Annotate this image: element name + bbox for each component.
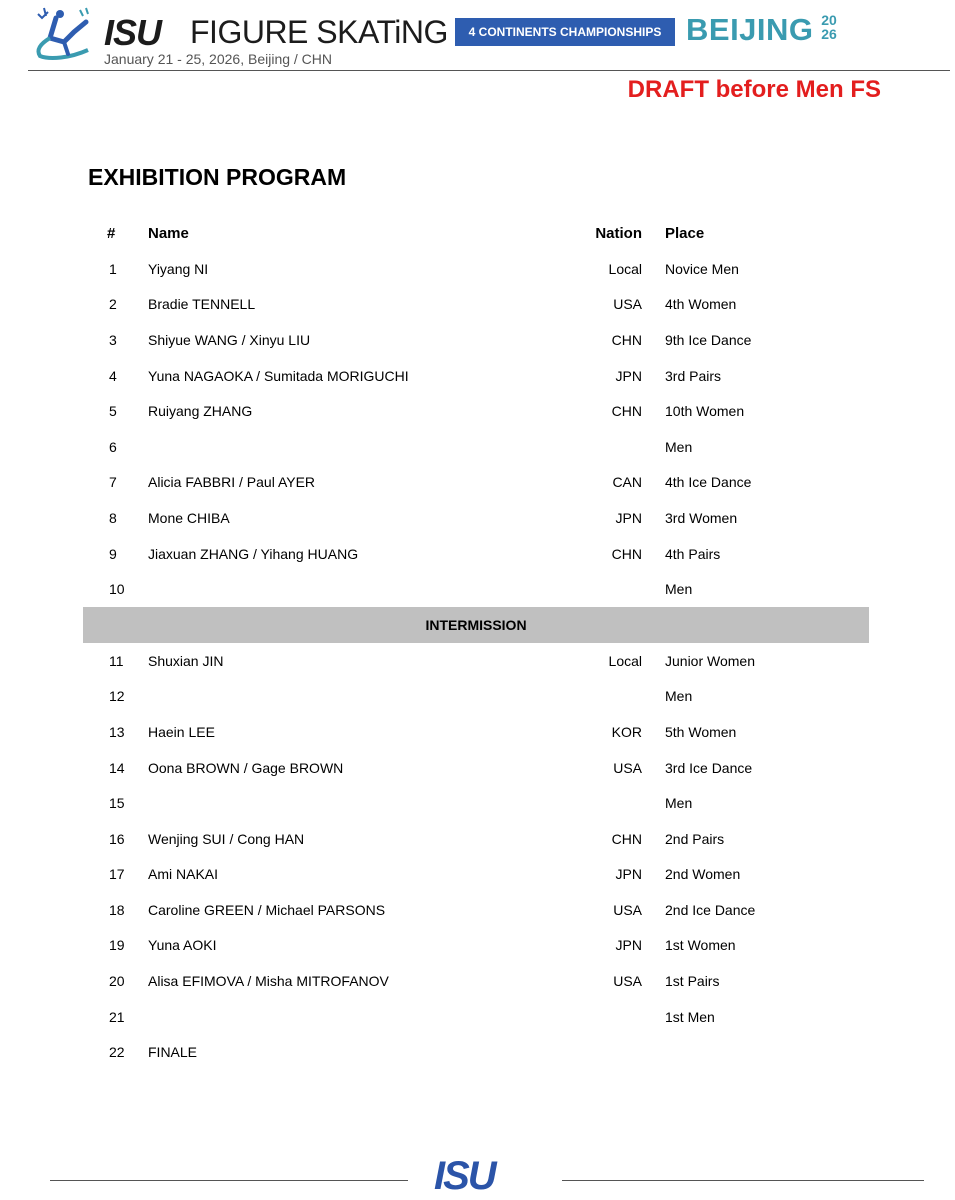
row-number: 4 (109, 367, 117, 384)
page-title: EXHIBITION PROGRAM (88, 164, 347, 190)
row-number: 9 (109, 545, 117, 562)
draft-note: DRAFT before Men FS (627, 76, 881, 103)
row-number: 19 (109, 937, 125, 954)
row-nation (558, 571, 642, 607)
row-number: 11 (109, 652, 124, 669)
table-row (83, 251, 869, 287)
row-nation: CHN (611, 545, 642, 562)
program-table (83, 215, 869, 1070)
row-place: Men (665, 688, 693, 705)
column-header-nation: Nation (595, 224, 642, 242)
row-place: 3rd Ice Dance (665, 759, 753, 776)
row-number: 16 (109, 830, 125, 847)
table-row (83, 714, 869, 750)
host-city: BEIJING (686, 12, 814, 47)
row-place: 2nd Ice Dance (665, 901, 756, 918)
row-name (148, 785, 558, 821)
row-number: 20 (109, 973, 125, 990)
table-row (83, 999, 869, 1035)
row-number: 3 (109, 331, 117, 348)
table-row (83, 857, 869, 893)
row-name: Yiyang NI (148, 260, 209, 277)
row-number: 15 (109, 795, 125, 812)
row-nation: CHN (611, 403, 642, 420)
row-nation: JPN (615, 866, 642, 883)
table-row (83, 287, 869, 323)
row-nation: CAN (612, 474, 642, 491)
row-place: 10th Women (665, 403, 745, 420)
row-nation: CHN (611, 331, 642, 348)
event-dates: January 21 - 25, 2026, Beijing / CHN (104, 51, 333, 67)
row-place: 3rd Women (665, 509, 738, 526)
host-year-top: 20 (821, 12, 837, 28)
row-name: Wenjing SUI / Cong HAN (148, 830, 305, 847)
row-nation: Local (608, 260, 642, 277)
row-name: Jiaxuan ZHANG / Yihang HUANG (148, 545, 359, 562)
row-number: 1 (109, 260, 117, 277)
table-row (83, 500, 869, 536)
row-name: Shuxian JIN (148, 652, 224, 669)
row-number: 8 (109, 509, 117, 526)
row-name: Alicia FABBRI / Paul AYER (148, 474, 316, 491)
row-nation: Local (608, 652, 642, 669)
row-number: 22 (109, 1044, 125, 1061)
row-number: 18 (109, 901, 125, 918)
row-number: 12 (109, 688, 125, 705)
row-place: 4th Women (665, 296, 737, 313)
column-header-number: # (107, 224, 116, 242)
row-name (148, 679, 558, 715)
row-name: Yuna NAGAOKA / Sumitada MORIGUCHI (148, 367, 409, 384)
row-nation: USA (613, 973, 642, 990)
row-nation: USA (613, 296, 642, 313)
table-row (83, 322, 869, 358)
rows-before-intermission (83, 251, 869, 607)
footer-divider-left (50, 1180, 408, 1181)
row-nation: KOR (611, 723, 642, 740)
row-place: 1st Pairs (665, 973, 720, 990)
event-badge: 4 CONTINENTS CHAMPIONSHIPS (455, 18, 675, 46)
row-place: 1st Men (665, 1008, 715, 1025)
table-row (83, 465, 869, 501)
table-row (83, 785, 869, 821)
row-nation (558, 679, 642, 715)
row-name: Caroline GREEN / Michael PARSONS (148, 901, 386, 918)
row-name: Haein LEE (148, 723, 215, 740)
row-name: FINALE (148, 1044, 198, 1061)
row-number: 13 (109, 723, 125, 740)
row-nation: USA (613, 901, 642, 918)
column-header-place: Place (665, 224, 705, 242)
row-place: Men (665, 438, 693, 455)
row-place: Men (665, 795, 693, 812)
row-nation: JPN (615, 509, 642, 526)
row-nation (558, 999, 642, 1035)
row-number: 5 (109, 403, 117, 420)
intermission-row (83, 607, 869, 643)
row-place: Novice Men (665, 260, 739, 277)
table-row (83, 536, 869, 572)
row-name (148, 999, 558, 1035)
table-row (83, 892, 869, 928)
row-place: Junior Women (665, 652, 756, 669)
row-place: 2nd Pairs (665, 830, 725, 847)
row-place: 2nd Women (665, 866, 741, 883)
table-row (83, 1034, 869, 1070)
row-name (148, 429, 558, 465)
table-row (83, 928, 869, 964)
row-place: 9th Ice Dance (665, 331, 752, 348)
row-number: 21 (109, 1008, 125, 1025)
row-nation: USA (613, 759, 642, 776)
row-number: 7 (109, 474, 117, 491)
skater-logo-icon (30, 4, 96, 62)
row-number: 6 (109, 438, 117, 455)
table-row (83, 358, 869, 394)
row-name: Ruiyang ZHANG (148, 403, 253, 420)
row-name: Bradie TENNELL (148, 296, 256, 313)
row-name: Ami NAKAI (148, 866, 219, 883)
row-place: 4th Pairs (665, 545, 721, 562)
row-place: 4th Ice Dance (665, 474, 752, 491)
table-row (83, 750, 869, 786)
header-divider (28, 70, 950, 71)
row-place (642, 1034, 869, 1070)
row-name: Mone CHIBA (148, 509, 230, 526)
row-nation (558, 429, 642, 465)
footer-isu-logo: ISU (434, 1154, 495, 1198)
host-year (818, 13, 840, 41)
brand-title: FIGURE SKATiNG (190, 14, 448, 50)
row-name: Oona BROWN / Gage BROWN (148, 759, 344, 776)
row-nation (558, 785, 642, 821)
rows-after-intermission (83, 643, 869, 1070)
row-place: Men (665, 581, 693, 598)
table-row (83, 821, 869, 857)
table-row (83, 571, 869, 607)
row-number: 2 (109, 296, 117, 313)
row-number: 10 (109, 581, 125, 598)
host-year-bottom: 26 (821, 26, 837, 42)
intermission-section (83, 607, 869, 643)
row-place: 3rd Pairs (665, 367, 722, 384)
row-nation: CHN (611, 830, 642, 847)
row-name: Alisa EFIMOVA / Misha MITROFANOV (148, 973, 389, 990)
row-name: Shiyue WANG / Xinyu LIU (148, 331, 311, 348)
column-header-name: Name (148, 224, 189, 242)
table-row (83, 643, 869, 679)
row-name: Yuna AOKI (148, 937, 217, 954)
row-nation: JPN (615, 937, 642, 954)
isu-brand: ISU (104, 12, 162, 53)
intermission-label: INTERMISSION (83, 607, 869, 643)
row-number: 14 (109, 759, 125, 776)
table-header-row (83, 215, 869, 251)
row-nation (558, 1034, 642, 1070)
row-nation: JPN (615, 367, 642, 384)
table-row (83, 679, 869, 715)
row-name (148, 571, 558, 607)
table-row (83, 429, 869, 465)
row-place: 1st Women (665, 937, 736, 954)
table-row (83, 963, 869, 999)
row-place: 5th Women (665, 723, 737, 740)
row-number: 17 (109, 866, 125, 883)
footer-divider-right (562, 1180, 924, 1181)
table-row (83, 393, 869, 429)
